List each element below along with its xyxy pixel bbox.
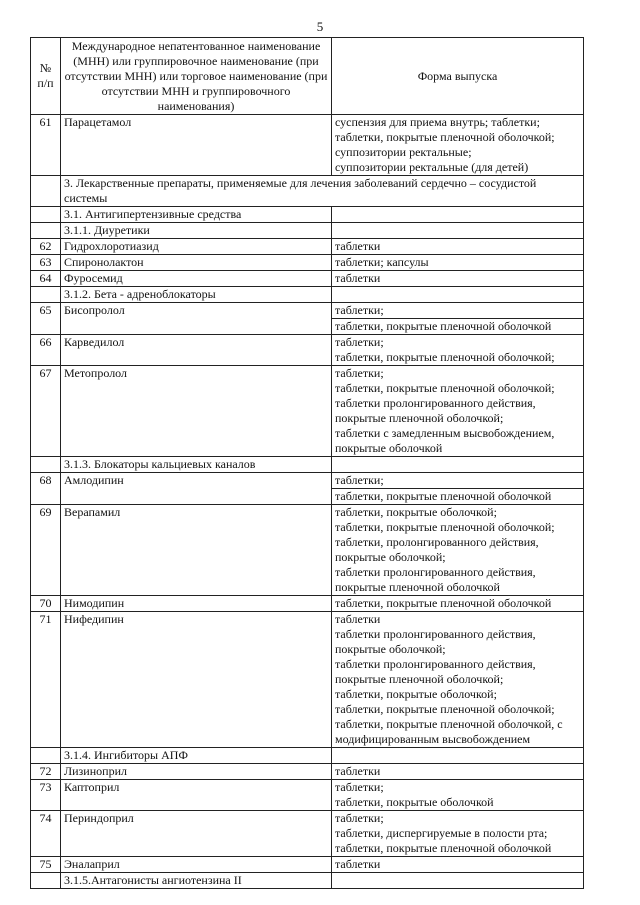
row-number: 75 [31,857,61,873]
table-row [31,764,584,780]
release-form-line: покрытые оболочкой [335,441,443,455]
table-row [31,335,584,366]
table-header [31,38,584,115]
release-form-line: таблетки, покрытые пленочной оболочкой; [335,702,555,716]
table-row [31,239,584,255]
table-row [31,271,584,287]
release-form-line: суспензия для приема внутрь; таблетки; [335,115,540,129]
release-forms [332,473,584,505]
release-form-line: таблетки, покрытые оболочкой; [335,687,497,701]
release-form-line: таблетки [335,239,381,253]
table-row [31,473,584,505]
row-number: 63 [31,255,61,271]
header-num: № п/п [31,38,61,115]
release-forms [332,335,584,366]
table-row [31,612,584,748]
row-number: 66 [31,335,61,366]
drug-name: Парацетамол [61,115,332,176]
release-forms [332,239,584,255]
drug-name: Бисопролол [61,303,332,335]
header-form: Форма выпуска [332,38,584,115]
release-form-line: таблетки; [335,366,384,380]
release-forms [332,366,584,457]
release-form-line: таблетки; капсулы [335,255,429,269]
drug-name: Фуросемид [61,271,332,287]
drug-name: Лизиноприл [61,764,332,780]
release-form-line: модифицированным высвобождением [335,732,531,746]
section-row [31,223,584,239]
page-number: 5 [316,19,324,34]
release-form-line: покрытые пленочной оболочкой; [335,672,504,686]
section-row [31,176,584,207]
row-number: 65 [31,303,61,335]
section-title: 3. Лекарственные препараты, применяемые для лечения заболеваний сердечно – сосудистой системы [61,176,584,207]
release-form-line: покрытые оболочкой; [335,550,446,564]
release-form-line: таблетки, покрытые пленочной оболочкой; [335,130,555,144]
release-forms [332,596,584,612]
section-row [31,748,584,764]
release-form-line: таблетки с замедленным высвобождением, [335,426,555,440]
row-number: 62 [31,239,61,255]
release-form-line: покрытые пленочной оболочкой [335,580,500,594]
release-forms [332,271,584,287]
release-forms [332,857,584,873]
release-forms [332,255,584,271]
release-form-line: таблетки, покрытые пленочной оболочкой; [335,381,555,395]
release-forms [332,780,584,811]
row-number: 74 [31,811,61,857]
drug-name: Спиронолактон [61,255,332,271]
release-form-line: суппозитории ректальные; [335,145,472,159]
drug-table [30,37,584,889]
release-form-line: покрытые оболочкой; [335,642,446,656]
row-number: 70 [31,596,61,612]
release-form-line: таблетки, покрытые оболочкой [335,795,494,809]
row-number: 72 [31,764,61,780]
release-forms [332,811,584,857]
section-row [31,873,584,889]
row-number: 67 [31,366,61,457]
table-row [31,780,584,811]
release-form-line: таблетки [335,612,381,626]
section-title: 3.1.3. Блокаторы кальциевых каналов [61,457,332,473]
section-title: 3.1.2. Бета - адреноблокаторы [61,287,332,303]
release-form-line: таблетки [335,857,381,871]
release-form-line: таблетки; [335,335,384,349]
release-form-line: таблетки; [335,473,384,487]
release-form-line: таблетки; [335,303,384,317]
table-row [31,366,584,457]
release-forms [332,505,584,596]
row-number: 64 [31,271,61,287]
release-form-line: таблетки, покрытые пленочной оболочкой [332,318,583,334]
drug-name: Нифедипин [61,612,332,748]
header-name: Международное непатентованное наименование (МНН) или группировочное наименование (при отсутствии МНН) или торговое наименование (при отсутствии МНН и группировочного наименования) [61,38,332,115]
section-title: 3.1.4. Ингибиторы АПФ [61,748,332,764]
table-row [31,505,584,596]
table-row [31,811,584,857]
section-row [31,207,584,223]
release-form-line: покрытые пленочной оболочкой; [335,411,504,425]
drug-name: Периндоприл [61,811,332,857]
drug-name: Метопролол [61,366,332,457]
drug-name: Амлодипин [61,473,332,505]
release-forms [332,764,584,780]
release-form-line: таблетки [335,271,381,285]
drug-name: Эналаприл [61,857,332,873]
release-form-line: таблетки, покрытые оболочкой; [335,505,497,519]
release-form-line: таблетки, диспергируемые в полости рта; [335,826,548,840]
row-number: 73 [31,780,61,811]
release-form-line: таблетки [335,764,381,778]
release-form-line: таблетки, покрытые пленочной оболочкой [332,488,583,504]
table-row [31,857,584,873]
table-row [31,255,584,271]
drug-name: Карведилол [61,335,332,366]
row-number: 71 [31,612,61,748]
section-title: 3.1.1. Диуретики [61,223,332,239]
release-form-line: таблетки, покрытые пленочной оболочкой; [335,350,555,364]
section-row [31,457,584,473]
table-row [31,596,584,612]
drug-name: Гидрохлоротиазид [61,239,332,255]
drug-name: Каптоприл [61,780,332,811]
release-form-line: таблетки; [335,780,384,794]
release-form-line: таблетки, покрытые пленочной оболочкой [335,841,552,855]
row-number: 68 [31,473,61,505]
release-forms [332,303,584,335]
row-number: 61 [31,115,61,176]
section-row [31,287,584,303]
release-form-line: таблетки, пролонгированного действия, [335,535,539,549]
release-form-line: таблетки; [335,811,384,825]
release-form-line: таблетки пролонгированного действия, [335,396,536,410]
release-form-line: таблетки пролонгированного действия, [335,565,536,579]
release-forms [332,612,584,748]
drug-name: Нимодипин [61,596,332,612]
release-form-line: таблетки, покрытые пленочной оболочкой [335,596,552,610]
release-form-line: таблетки, покрытые пленочной оболочкой; [335,520,555,534]
release-form-line: таблетки, покрытые пленочной оболочкой, с [335,717,563,731]
drug-name: Верапамил [61,505,332,596]
release-form-line: таблетки пролонгированного действия, [335,627,536,641]
row-number: 69 [31,505,61,596]
section-title: 3.1. Антигипертензивные средства [61,207,332,223]
release-forms [332,115,584,176]
release-form-line: таблетки пролонгированного действия, [335,657,536,671]
table-row [31,115,584,176]
release-form-line: суппозитории ректальные (для детей) [335,160,529,174]
table-row [31,303,584,335]
section-title: 3.1.5.Антагонисты ангиотензина II [61,873,332,889]
